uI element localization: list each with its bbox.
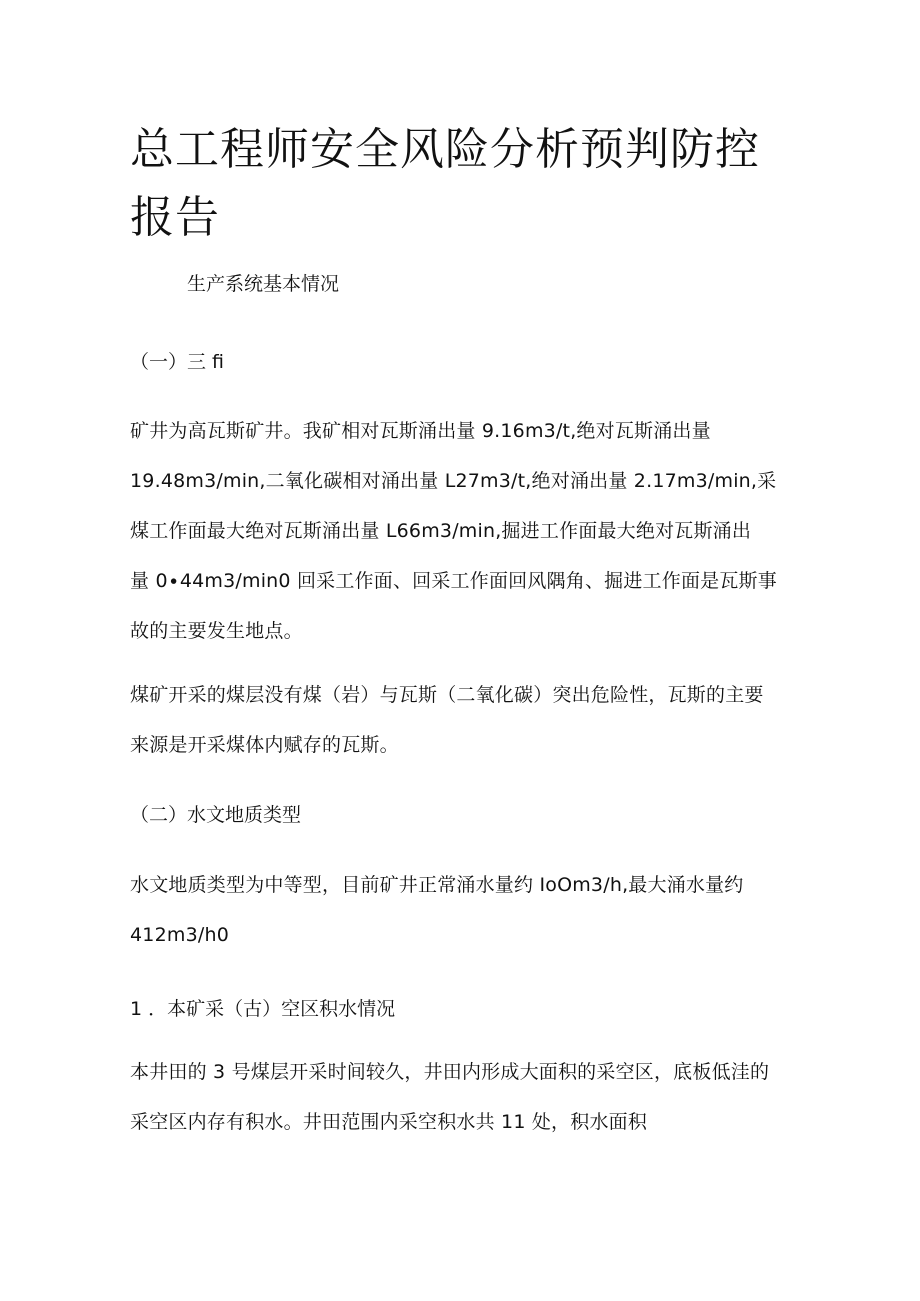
text-line: 412m3∕h0: [130, 924, 229, 946]
text-line: 采空区内存有积水。井田范围内采空积水共 11 处，积水面积: [130, 1111, 648, 1133]
paragraph-gas-emission: [130, 406, 795, 656]
paragraph-hydrogeology: [130, 860, 795, 960]
text-line: 来源是开采煤体内赋存的瓦斯。: [130, 734, 399, 756]
section-heading-2: （二）水文地质类型: [130, 804, 302, 826]
paragraph-outburst-risk: [130, 670, 795, 770]
paragraph-goaf-water: [130, 1047, 795, 1147]
text-line: 本井田的 3 号煤层开采时间较久，井田内形成大面积的采空区，底板低洼的: [130, 1061, 770, 1083]
section-heading-1: （一）三 fi: [130, 351, 225, 373]
text-line: 19.48m3∕min,二氧化碳相对涌出量 L27m3∕t,绝对涌出量 2.17m3∕min,采: [130, 470, 777, 492]
text-line: 煤工作面最大绝对瓦斯涌出量 L66m3∕min,掘进工作面最大绝对瓦斯涌出: [130, 520, 752, 542]
section-heading-3: 1 ．本矿采（古）空区积水情况: [130, 998, 396, 1020]
text-line: 矿井为高瓦斯矿井。我矿相对瓦斯涌出量 9.16m3∕t,绝对瓦斯涌出量: [130, 420, 711, 442]
text-line: 量 0∙44m3∕min0 回采工作面、回采工作面回风隅角、掘进工作面是瓦斯事: [130, 570, 777, 592]
text-line: 煤矿开采的煤层没有煤（岩）与瓦斯（二氧化碳）突出危险性，瓦斯的主要: [130, 684, 764, 706]
text-line: 故的主要发生地点。: [130, 620, 303, 642]
document-title: 总工程师安全风险分析预判防控报告: [130, 124, 760, 243]
text-line: 水文地质类型为中等型，目前矿井正常涌水量约 IoOm3/h,最大涌水量约: [130, 874, 744, 896]
section-subtitle: 生产系统基本情况: [187, 273, 340, 295]
